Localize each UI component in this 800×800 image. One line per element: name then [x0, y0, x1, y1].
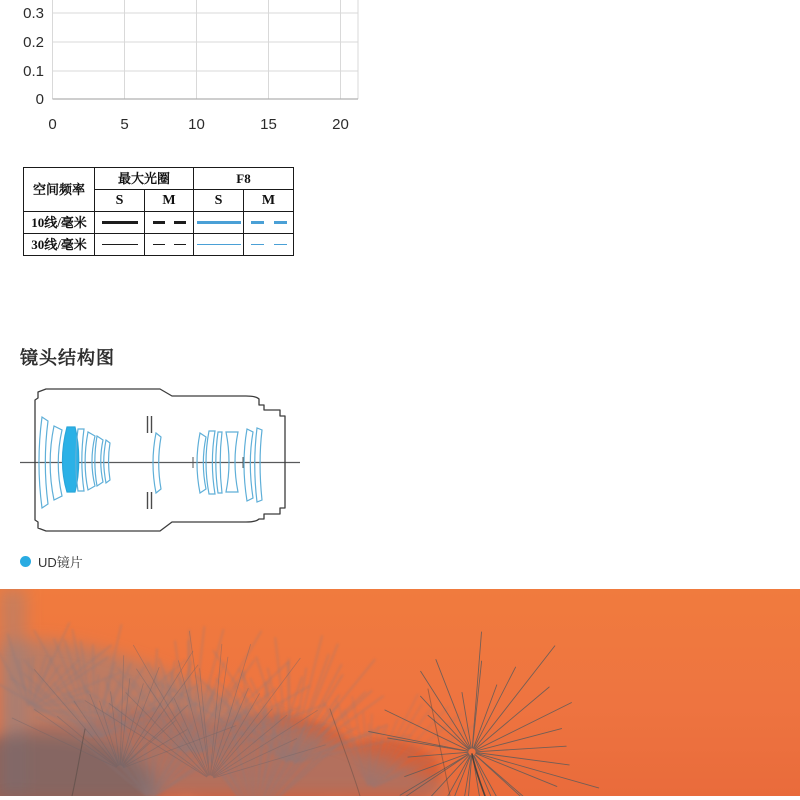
- line-sample-cell: [244, 212, 294, 234]
- table-subheader-m: M: [145, 190, 194, 212]
- mtf-chart: [0, 0, 380, 140]
- x-tick: 15: [260, 116, 277, 133]
- ud-legend-label: UD镜片: [38, 555, 83, 570]
- table-subheader-s: S: [194, 190, 244, 212]
- table-row-10-lines: [24, 212, 294, 234]
- row-label-10-lines: 10线/毫米: [24, 212, 95, 234]
- line-sample-f8-s-10: [197, 221, 241, 224]
- line-sample-f8-s-30: [197, 244, 241, 245]
- line-sample-max-s-30: [102, 244, 138, 245]
- line-sample-cell: [145, 234, 194, 256]
- table-subheader-s: S: [95, 190, 145, 212]
- line-sample-max-m-30: [153, 244, 186, 245]
- y-tick: 0.3: [23, 5, 44, 22]
- table-subheader-m: M: [244, 190, 294, 212]
- lens-structure-heading: 镜头结构图: [20, 348, 115, 368]
- mtf-chart-x-ticks: [48, 116, 349, 133]
- table-header-f8: F8: [194, 168, 294, 190]
- row-label-30-lines: 30线/毫米: [24, 234, 95, 256]
- line-sample-cell: [95, 212, 145, 234]
- line-sample-f8-m-10: [251, 221, 287, 224]
- line-sample-cell: [194, 212, 244, 234]
- line-sample-cell: [95, 234, 145, 256]
- x-tick: 0: [48, 116, 57, 133]
- y-tick: 0.1: [23, 63, 44, 80]
- sample-photo-dandelion: [0, 589, 800, 796]
- ud-legend-dot-icon: [20, 556, 31, 567]
- y-tick: 0.2: [23, 34, 44, 51]
- table-header-max-aperture: 最大光圈: [95, 168, 194, 190]
- line-sample-cell: [244, 234, 294, 256]
- table-row-30-lines: [24, 234, 294, 256]
- rear-lens-group: [197, 428, 262, 502]
- table-header-spatial-frequency: 空间频率: [24, 168, 95, 212]
- ud-legend: [20, 552, 83, 571]
- line-sample-f8-m-30: [251, 244, 287, 245]
- y-tick: 0: [35, 91, 44, 108]
- lens-construction-diagram: [15, 380, 305, 540]
- line-sample-max-m-10: [153, 221, 186, 224]
- line-sample-cell: [194, 234, 244, 256]
- x-tick: 5: [120, 116, 129, 133]
- line-sample-max-s-10: [102, 221, 138, 224]
- line-sample-cell: [145, 212, 194, 234]
- mtf-chart-grid: [53, 0, 359, 99]
- x-tick: 10: [188, 116, 205, 133]
- x-tick: 20: [332, 116, 349, 133]
- mtf-legend-table: [23, 167, 294, 256]
- mtf-chart-y-ticks: [23, 5, 44, 108]
